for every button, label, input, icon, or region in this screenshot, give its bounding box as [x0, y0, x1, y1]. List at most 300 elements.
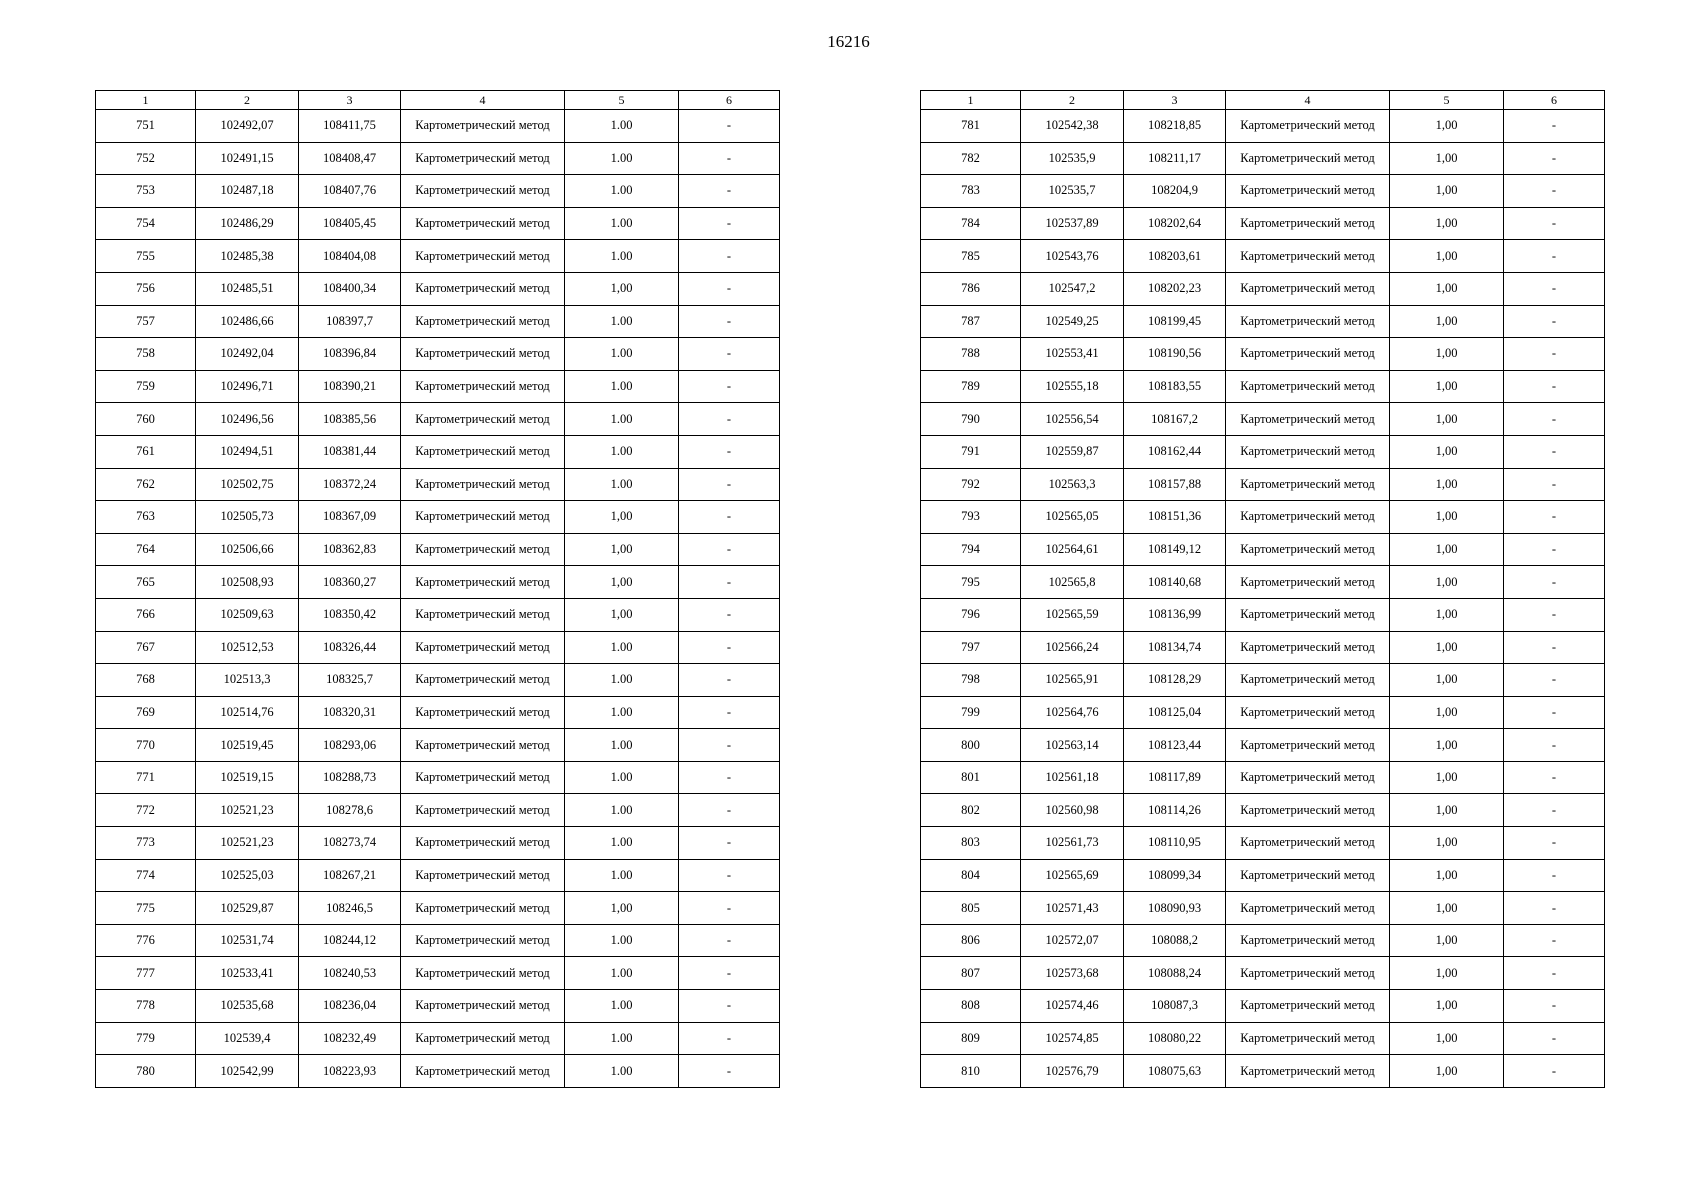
table-cell: - — [679, 468, 780, 501]
table-cell: 788 — [921, 338, 1021, 371]
table-cell: - — [679, 924, 780, 957]
table-cell: Картометрический метод — [1226, 240, 1390, 273]
table-cell: - — [1504, 892, 1605, 925]
table-cell: 768 — [96, 664, 196, 697]
table-cell: 1,00 — [1390, 566, 1504, 599]
table-cell: 102549,25 — [1021, 305, 1124, 338]
table-cell: - — [1504, 664, 1605, 697]
table-cell: 108136,99 — [1124, 598, 1226, 631]
table-cell: 102556,54 — [1021, 403, 1124, 436]
column-header: 3 — [299, 91, 401, 110]
table-cell: - — [1504, 272, 1605, 305]
page-number: 16216 — [827, 32, 870, 51]
table-cell: Картометрический метод — [401, 924, 565, 957]
coordinates-table-right — [920, 90, 1605, 1088]
table-cell: - — [679, 501, 780, 534]
table-cell: Картометрический метод — [1226, 924, 1390, 957]
table-cell: 1,00 — [565, 272, 679, 305]
table-cell: 810 — [921, 1055, 1021, 1088]
table-cell: 1,00 — [1390, 175, 1504, 208]
table-cell: 759 — [96, 370, 196, 403]
table-cell: 1,00 — [1390, 859, 1504, 892]
table-cell: Картометрический метод — [1226, 761, 1390, 794]
table-cell: 1,00 — [1390, 110, 1504, 143]
table-row — [96, 957, 780, 990]
table-cell: 102531,74 — [196, 924, 299, 957]
table-cell: 765 — [96, 566, 196, 599]
table-cell: 1.00 — [565, 696, 679, 729]
table-row — [96, 664, 780, 697]
table-cell: Картометрический метод — [1226, 468, 1390, 501]
table-cell: 783 — [921, 175, 1021, 208]
table-cell: - — [1504, 110, 1605, 143]
table-row — [921, 305, 1605, 338]
table-cell: Картометрический метод — [1226, 403, 1390, 436]
table-cell: 804 — [921, 859, 1021, 892]
table-row — [921, 338, 1605, 371]
table-cell: 102529,87 — [196, 892, 299, 925]
table-cell: - — [1504, 827, 1605, 860]
table-cell: 108385,56 — [299, 403, 401, 436]
table-row — [96, 175, 780, 208]
table-cell: Картометрический метод — [1226, 566, 1390, 599]
table-cell: 784 — [921, 207, 1021, 240]
table-cell: 789 — [921, 370, 1021, 403]
table-cell: 809 — [921, 1022, 1021, 1055]
table-cell: 102525,03 — [196, 859, 299, 892]
table-cell: 1.00 — [565, 207, 679, 240]
table-cell: 102508,93 — [196, 566, 299, 599]
table-cell: - — [679, 435, 780, 468]
table-cell: Картометрический метод — [1226, 435, 1390, 468]
column-header: 6 — [679, 91, 780, 110]
table-cell: Картометрический метод — [401, 729, 565, 762]
table-cell: Картометрический метод — [401, 533, 565, 566]
table-cell: 108087,3 — [1124, 990, 1226, 1023]
table-cell: 762 — [96, 468, 196, 501]
table-cell: 102485,38 — [196, 240, 299, 273]
table-cell: - — [1504, 468, 1605, 501]
table-row — [921, 175, 1605, 208]
table-cell: 795 — [921, 566, 1021, 599]
table-row — [921, 827, 1605, 860]
table-cell: Картометрический метод — [1226, 631, 1390, 664]
table-cell: 1,00 — [1390, 240, 1504, 273]
table-cell: Картометрический метод — [1226, 207, 1390, 240]
table-row — [96, 990, 780, 1023]
table-cell: 102535,9 — [1021, 142, 1124, 175]
table-cell: 1,00 — [1390, 696, 1504, 729]
table-row — [96, 272, 780, 305]
table-cell: 108246,5 — [299, 892, 401, 925]
table-cell: 1.00 — [565, 924, 679, 957]
table-cell: Картометрический метод — [401, 1055, 565, 1088]
table-cell: Картометрический метод — [401, 240, 565, 273]
table-row — [921, 859, 1605, 892]
table-cell: 1,00 — [1390, 827, 1504, 860]
table-cell: 102486,66 — [196, 305, 299, 338]
table-cell: Картометрический метод — [401, 468, 565, 501]
table-cell: 1.00 — [565, 403, 679, 436]
table-cell: 808 — [921, 990, 1021, 1023]
table-cell: 805 — [921, 892, 1021, 925]
column-header: 5 — [1390, 91, 1504, 110]
table-cell: 108397,7 — [299, 305, 401, 338]
table-cell: 108320,31 — [299, 696, 401, 729]
table-cell: 758 — [96, 338, 196, 371]
table-cell: 1,00 — [565, 892, 679, 925]
table-cell: - — [679, 827, 780, 860]
table-cell: - — [1504, 370, 1605, 403]
table-cell: 108149,12 — [1124, 533, 1226, 566]
left-table-body — [96, 110, 780, 1088]
table-row — [921, 142, 1605, 175]
table-cell: 1.00 — [565, 957, 679, 990]
table-cell: Картометрический метод — [1226, 794, 1390, 827]
table-cell: 102485,51 — [196, 272, 299, 305]
table-cell: 102535,68 — [196, 990, 299, 1023]
table-cell: 754 — [96, 207, 196, 240]
table-cell: 102553,41 — [1021, 338, 1124, 371]
table-cell: 1.00 — [565, 761, 679, 794]
table-cell: 108140,68 — [1124, 566, 1226, 599]
table-cell: 102521,23 — [196, 794, 299, 827]
table-cell: 1,00 — [1390, 990, 1504, 1023]
table-cell: 1.00 — [565, 990, 679, 1023]
table-cell: - — [1504, 1022, 1605, 1055]
column-header: 6 — [1504, 91, 1605, 110]
table-row — [96, 1022, 780, 1055]
table-cell: 102565,69 — [1021, 859, 1124, 892]
table-cell: - — [679, 859, 780, 892]
table-row — [921, 761, 1605, 794]
table-cell: 1,00 — [1390, 1055, 1504, 1088]
table-cell: - — [1504, 175, 1605, 208]
table-cell: Картометрический метод — [401, 142, 565, 175]
table-cell: 767 — [96, 631, 196, 664]
table-cell: 108362,83 — [299, 533, 401, 566]
table-cell: Картометрический метод — [401, 403, 565, 436]
table-row — [921, 370, 1605, 403]
table-cell: 787 — [921, 305, 1021, 338]
table-cell: - — [1504, 598, 1605, 631]
table-cell: 108090,93 — [1124, 892, 1226, 925]
table-cell: 108232,49 — [299, 1022, 401, 1055]
table-cell: 757 — [96, 305, 196, 338]
table-cell: Картометрический метод — [401, 435, 565, 468]
table-cell: 108244,12 — [299, 924, 401, 957]
table-cell: Картометрический метод — [401, 598, 565, 631]
table-cell: 792 — [921, 468, 1021, 501]
table-cell: 108223,93 — [299, 1055, 401, 1088]
table-cell: Картометрический метод — [401, 696, 565, 729]
table-cell: - — [679, 305, 780, 338]
table-cell: 1.00 — [565, 1022, 679, 1055]
table-cell: 108408,47 — [299, 142, 401, 175]
table-cell: 102572,07 — [1021, 924, 1124, 957]
table-cell: 798 — [921, 664, 1021, 697]
table-cell: 1,00 — [1390, 533, 1504, 566]
table-cell: Картометрический метод — [401, 859, 565, 892]
table-row — [96, 468, 780, 501]
table-cell: 770 — [96, 729, 196, 762]
table-cell: Картометрический метод — [1226, 142, 1390, 175]
table-cell: 108390,21 — [299, 370, 401, 403]
table-cell: Картометрический метод — [401, 827, 565, 860]
table-cell: 779 — [96, 1022, 196, 1055]
table-cell: 102533,41 — [196, 957, 299, 990]
table-cell: Картометрический метод — [1226, 338, 1390, 371]
table-cell: 1.00 — [565, 370, 679, 403]
table-row — [921, 435, 1605, 468]
table-cell: 108326,44 — [299, 631, 401, 664]
table-cell: Картометрический метод — [401, 566, 565, 599]
table-cell: - — [679, 566, 780, 599]
table-cell: - — [1504, 794, 1605, 827]
table-cell: 102487,18 — [196, 175, 299, 208]
table-row — [96, 696, 780, 729]
table-cell: - — [1504, 1055, 1605, 1088]
table-cell: 108267,21 — [299, 859, 401, 892]
table-cell: 108202,64 — [1124, 207, 1226, 240]
table-cell: - — [679, 207, 780, 240]
table-cell: - — [679, 696, 780, 729]
table-cell: 102496,71 — [196, 370, 299, 403]
table-cell: 1,00 — [1390, 664, 1504, 697]
table-cell: 1,00 — [1390, 1022, 1504, 1055]
table-cell: - — [679, 240, 780, 273]
table-cell: 781 — [921, 110, 1021, 143]
column-header: 5 — [565, 91, 679, 110]
table-cell: Картометрический метод — [1226, 1022, 1390, 1055]
table-cell: - — [679, 598, 780, 631]
table-cell: Картометрический метод — [1226, 892, 1390, 925]
table-cell: 108088,2 — [1124, 924, 1226, 957]
table-cell: 108325,7 — [299, 664, 401, 697]
table-cell: 807 — [921, 957, 1021, 990]
table-cell: - — [679, 631, 780, 664]
table-cell: - — [1504, 305, 1605, 338]
table-cell: Картометрический метод — [401, 207, 565, 240]
table-cell: 108350,42 — [299, 598, 401, 631]
table-cell: 776 — [96, 924, 196, 957]
table-row — [96, 859, 780, 892]
table-cell: - — [679, 957, 780, 990]
table-cell: Картометрический метод — [1226, 110, 1390, 143]
table-cell: 102491,15 — [196, 142, 299, 175]
table-cell: 782 — [921, 142, 1021, 175]
table-cell: Картометрический метод — [401, 761, 565, 794]
table-row — [921, 207, 1605, 240]
table-cell: 102561,73 — [1021, 827, 1124, 860]
table-cell: 1,00 — [1390, 761, 1504, 794]
table-cell: 1,00 — [1390, 272, 1504, 305]
table-cell: 108240,53 — [299, 957, 401, 990]
table-cell: 796 — [921, 598, 1021, 631]
table-cell: 1,00 — [1390, 729, 1504, 762]
table-cell: 786 — [921, 272, 1021, 305]
table-cell: Картометрический метод — [1226, 1055, 1390, 1088]
table-row — [96, 729, 780, 762]
table-cell: 108288,73 — [299, 761, 401, 794]
table-cell: - — [1504, 761, 1605, 794]
table-row — [96, 892, 780, 925]
table-row — [96, 794, 780, 827]
table-cell: 102571,43 — [1021, 892, 1124, 925]
table-cell: 108128,29 — [1124, 664, 1226, 697]
table-cell: 1.00 — [565, 729, 679, 762]
table-cell: 1,00 — [1390, 370, 1504, 403]
table-cell: - — [679, 794, 780, 827]
column-header: 3 — [1124, 91, 1226, 110]
column-header: 1 — [921, 91, 1021, 110]
table-cell: - — [679, 729, 780, 762]
table-cell: 108273,74 — [299, 827, 401, 860]
table-cell: 102494,51 — [196, 435, 299, 468]
table-cell: - — [679, 761, 780, 794]
table-cell: 756 — [96, 272, 196, 305]
table-cell: 1,00 — [1390, 403, 1504, 436]
table-cell: - — [679, 175, 780, 208]
table-cell: 790 — [921, 403, 1021, 436]
table-cell: 793 — [921, 501, 1021, 534]
table-cell: - — [1504, 924, 1605, 957]
table-cell: 102513,3 — [196, 664, 299, 697]
table-cell: 108211,17 — [1124, 142, 1226, 175]
table-row — [96, 631, 780, 664]
table-cell: Картометрический метод — [401, 892, 565, 925]
table-cell: Картометрический метод — [401, 1022, 565, 1055]
table-cell: Картометрический метод — [1226, 664, 1390, 697]
table-cell: 108407,76 — [299, 175, 401, 208]
table-cell: 801 — [921, 761, 1021, 794]
table-cell: 108204,9 — [1124, 175, 1226, 208]
table-cell: 102565,05 — [1021, 501, 1124, 534]
table-cell: - — [1504, 240, 1605, 273]
table-row — [96, 533, 780, 566]
right-table-body — [921, 110, 1605, 1088]
table-cell: Картометрический метод — [1226, 957, 1390, 990]
table-row — [96, 501, 780, 534]
table-cell: Картометрический метод — [1226, 370, 1390, 403]
table-cell: 102543,76 — [1021, 240, 1124, 273]
table-cell: 1,00 — [1390, 305, 1504, 338]
table-row — [96, 435, 780, 468]
table-row — [96, 207, 780, 240]
table-cell: 102564,61 — [1021, 533, 1124, 566]
table-cell: 102542,99 — [196, 1055, 299, 1088]
table-cell: 108404,08 — [299, 240, 401, 273]
table-cell: Картометрический метод — [401, 175, 565, 208]
table-cell: 1.00 — [565, 631, 679, 664]
table-cell: - — [1504, 142, 1605, 175]
table-cell: 1,00 — [1390, 435, 1504, 468]
table-cell: 800 — [921, 729, 1021, 762]
table-cell: - — [679, 533, 780, 566]
table-cell: 108278,6 — [299, 794, 401, 827]
table-cell: 755 — [96, 240, 196, 273]
table-cell: 102563,14 — [1021, 729, 1124, 762]
table-cell: 1,00 — [1390, 924, 1504, 957]
table-cell: 1,00 — [565, 533, 679, 566]
table-cell: 774 — [96, 859, 196, 892]
table-cell: Картометрический метод — [1226, 990, 1390, 1023]
table-cell: 102564,76 — [1021, 696, 1124, 729]
table-cell: 1,00 — [1390, 142, 1504, 175]
table-cell: 108125,04 — [1124, 696, 1226, 729]
table-cell: Картометрический метод — [401, 957, 565, 990]
table-cell: 797 — [921, 631, 1021, 664]
table-row — [921, 729, 1605, 762]
table-cell: 794 — [921, 533, 1021, 566]
table-cell: - — [679, 338, 780, 371]
table-row — [921, 403, 1605, 436]
column-header: 1 — [96, 91, 196, 110]
table-row — [921, 631, 1605, 664]
table-cell: - — [679, 370, 780, 403]
table-cell: - — [1504, 990, 1605, 1023]
table-row — [96, 338, 780, 371]
table-header-row — [96, 91, 780, 110]
table-cell: 108134,74 — [1124, 631, 1226, 664]
table-cell: 102565,59 — [1021, 598, 1124, 631]
table-cell: - — [1504, 957, 1605, 990]
table-cell: 102574,46 — [1021, 990, 1124, 1023]
table-row — [96, 110, 780, 143]
coordinates-table-left — [95, 90, 780, 1088]
table-cell: - — [1504, 207, 1605, 240]
table-cell: 1,00 — [1390, 468, 1504, 501]
table-cell: 751 — [96, 110, 196, 143]
table-cell: 761 — [96, 435, 196, 468]
table-cell: Картометрический метод — [1226, 305, 1390, 338]
table-cell: 1.00 — [565, 305, 679, 338]
table-row — [96, 598, 780, 631]
table-row — [96, 924, 780, 957]
table-cell: - — [1504, 501, 1605, 534]
table-cell: 102559,87 — [1021, 435, 1124, 468]
table-cell: Картометрический метод — [401, 272, 565, 305]
table-cell: 102574,85 — [1021, 1022, 1124, 1055]
table-cell: Картометрический метод — [401, 664, 565, 697]
table-cell: 803 — [921, 827, 1021, 860]
table-cell: 780 — [96, 1055, 196, 1088]
table-row — [96, 305, 780, 338]
table-row — [96, 403, 780, 436]
table-cell: 102519,15 — [196, 761, 299, 794]
table-cell: 1,00 — [1390, 207, 1504, 240]
table-cell: 791 — [921, 435, 1021, 468]
table-cell: 785 — [921, 240, 1021, 273]
table-cell: - — [1504, 696, 1605, 729]
table-cell: 102537,89 — [1021, 207, 1124, 240]
table-cell: 760 — [96, 403, 196, 436]
table-row — [921, 468, 1605, 501]
table-cell: 108117,89 — [1124, 761, 1226, 794]
table-cell: 772 — [96, 794, 196, 827]
table-cell: 102514,76 — [196, 696, 299, 729]
table-cell: Картометрический метод — [401, 631, 565, 664]
table-cell: 108157,88 — [1124, 468, 1226, 501]
table-cell: Картометрический метод — [401, 305, 565, 338]
table-cell: 108151,36 — [1124, 501, 1226, 534]
table-cell: 108080,22 — [1124, 1022, 1226, 1055]
table-cell: - — [679, 142, 780, 175]
column-header: 4 — [1226, 91, 1390, 110]
table-header-row — [921, 91, 1605, 110]
table-cell: 102563,3 — [1021, 468, 1124, 501]
table-cell: 102519,45 — [196, 729, 299, 762]
